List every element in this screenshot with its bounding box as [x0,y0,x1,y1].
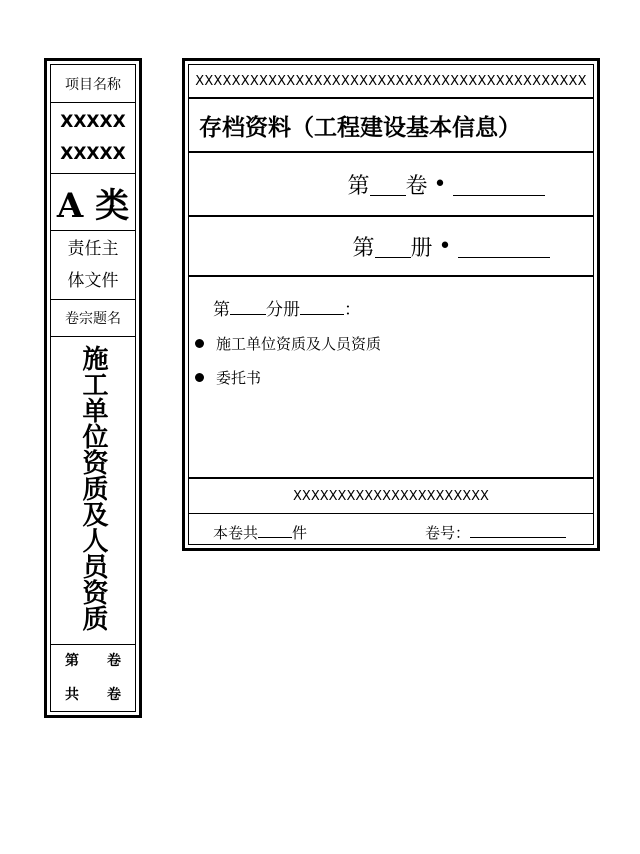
volume-title-cell [51,337,135,645]
book-name-blank [458,235,550,258]
volume-number-prefix: 第 [65,653,79,669]
list-item-text: 委托书 [216,369,262,387]
volume-title: 施工单位资质及人员资质 [78,345,108,631]
footer [189,514,593,544]
bottom-code: XXXXXXXXXXXXXXXXXXXXXX [189,479,593,514]
section-line [213,295,361,320]
volume-dot: • [433,171,447,197]
responsible-label: 责任主体文件 [51,231,135,300]
book-mid: 册 [410,235,433,261]
section-mid: 分册 [266,300,300,320]
volume-number-label: 卷号： [425,524,471,542]
book-dot: • [438,233,452,259]
bullet-icon [195,373,204,382]
volume-number-blank [470,522,566,538]
archive-cover-sheet [182,58,600,551]
book-prefix: 第 [352,235,375,261]
volume-number-row [65,644,121,678]
volume-total-prefix: 共 [65,687,79,703]
item-count [213,522,307,543]
volume-line [189,153,593,217]
volume-total-row [65,678,121,712]
volume-number [425,522,566,543]
section-colon: ： [344,300,361,320]
volume-number-suffix: 卷 [107,653,121,669]
list-item-text: 施工单位资质及人员资质 [216,335,382,353]
volume-name-blank [453,173,545,196]
section-blank [230,297,266,315]
volume-prefix: 第 [347,173,370,199]
volume-blank [370,173,406,196]
item-count-prefix: 本卷共 [213,524,259,542]
list-item [195,333,381,354]
item-count-suffix: 件 [292,524,308,542]
contents-section [189,277,593,479]
book-blank [375,235,411,258]
list-item [195,367,261,388]
category-label: A 类 [51,174,135,231]
item-count-blank [258,522,292,538]
volume-number-cell [51,645,135,711]
book-line [189,217,593,277]
section-name-blank [300,297,344,315]
project-code: XXXXXXXXXX [51,103,135,174]
top-code: XXXXXXXXXXXXXXXXXXXXXXXXXXXXXXXXXXXXXXXXXXX [189,65,593,99]
section-prefix: 第 [213,300,230,320]
bullet-icon [195,339,204,348]
spine-label [44,58,142,718]
volume-mid: 卷 [405,173,428,199]
project-name-label: 项目名称 [51,65,135,103]
volume-total-suffix: 卷 [107,687,121,703]
page-title: 存档资料（工程建设基本信息） [189,99,593,153]
volume-title-label: 卷宗题名 [51,300,135,337]
